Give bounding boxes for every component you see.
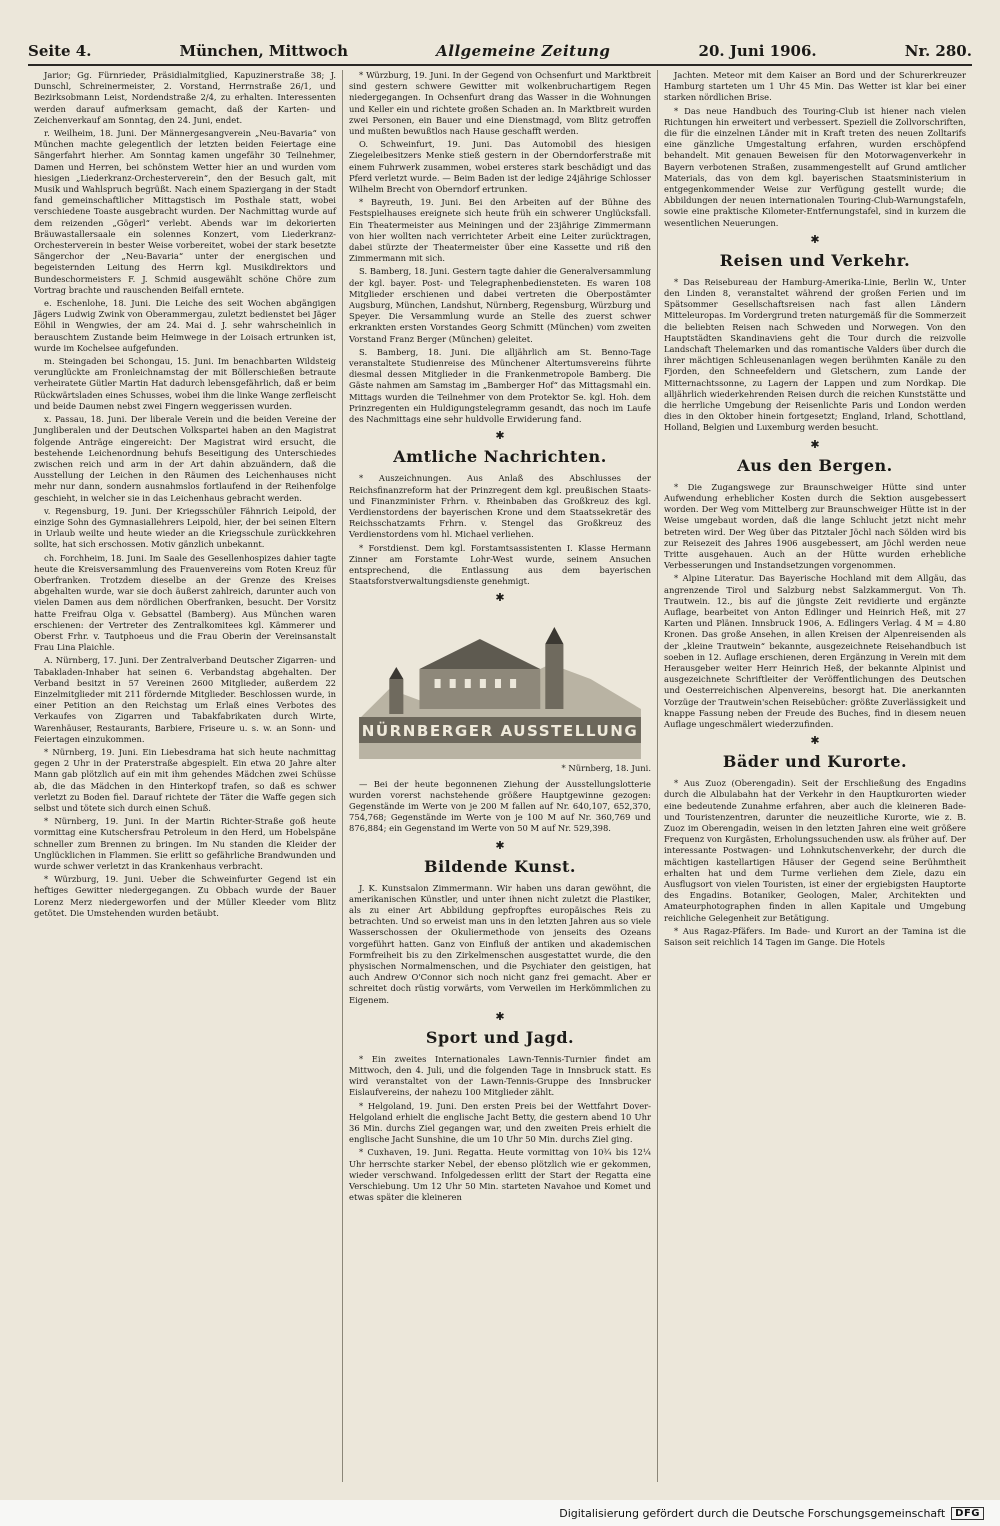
article: * Würzburg, 19. Juni. Ueber die Schweinfurter Gegend ist ein heftiges Gewitter niedergegangen. Zu Obbach wurde der Bauer Lorenz Merz niedergeworfen und der Müller Kleeder vom Blitz getötet. Die Umstehenden wurden betäubt. [34, 874, 336, 918]
article: S. Bamberg, 18. Juni. Gestern tagte dahier die Generalversammlung der kgl. bayer. Post- und Telegraphenbediensteten. Es waren 108 Mitglieder erschienen und dabei vertreten die Oberpostämter Augsburg, München, Landshut, Nürnberg, Regensburg, Würzburg und Speyer. Die Versammlung wurde an Stelle des zuerst schwer erkrankten ersten Vorstandes Georg Schmitt (München) vom zweiten Vorstand Franz Berger (München) geleitet. [349, 266, 651, 344]
place-day: München, Mittwoch [179, 42, 349, 60]
exhibition-illustration [349, 609, 651, 759]
article: * Aus Ragaz-Pfäfers. Im Bade- und Kurort an der Tamina ist die Saison seit reichlich 14 Tagen im Gange. Die Hotels [664, 925, 966, 947]
separator-star: ✱ [495, 591, 505, 605]
separator-star: ✱ [495, 838, 505, 852]
separator-star: ✱ [810, 437, 820, 451]
column-1 [28, 70, 342, 1482]
article: r. Weilheim, 18. Juni. Der Männergesangverein „Neu-Bavaria“ von München machte gelegentlich der letzten beiden Feiertage eine Sängerfahrt hierher. Am Sonntag kamen ungefähr 30 Teilnehmer, Damen und Herren, bei schönstem Wetter hier an und wurden vom hiesigen „Liederkranz-Orchesterverein“, den der Besuch galt, mit Musik und Wahlspruch begrüßt. Nach einem Spaziergang in der Stadt fand gemeinschaftlicher Mittagstisch im Posthale statt, wobei verschiedene Toaste ausgebracht wurden. Der Nachmittag wurde auf dem reizenden „Gögerl“ verlebt. Abends war im dekorierten Bräuwastallersaale ein solennes Konzert, vom Liederkranz-Orchesterverein in bester Weise vorbereitet, wobei der stark besetzte Sängerchor der „Neu-Bavaria“ unter der energischen und begeisternden Leitung des Herrn kgl. Musikdirektors und Bundeschormeisters F. J. Schmid ausgewählt schöne Chöre zum Vortrag brachte und rauschenden Beifall erntete. [34, 128, 336, 295]
article: * Die Zugangswege zur Braunschweiger Hütte sind unter Aufwendung erheblicher Kosten durch die Sektion ausgebessert worden. Der Weg vom Mittelberg zur Braunschweiger Hütte ist in der Weise umgebaut worden, daß die lange Schlucht jetzt nicht mehr betreten wird. Der Weg über das Pitztaler Jöchl nach Sölden wird bis zur Reisezeit des Jahres 1906 ausgebessert, am Jöchl werden neue Tritte ausgehauen. Auch an der Hütte wurden erhebliche Verbesserungen und Instandsetzungen vorgenommen. [664, 481, 966, 571]
section-heading-bergen: Aus den Bergen. [737, 455, 893, 475]
article: x. Passau, 18. Juni. Der liberale Verein und die beiden Vereine der Jungliberalen und der Deutschen Volkspartei haben an den Magistrat folgende Anträge eingereicht: Der Magistrat wird ersucht, die bestehende Leichenordnung behufs Beseitigung des Unterschiedes zwischen reich und arm in der Art dahin abzuändern, daß die Ausstellung der Leichen in den Räumen des Leichenhauses nicht mehr nur dann, sondern ausnahmslos fortlaufend in der Reihenfolge geschieht, in welcher sie in das Leichenhaus gebracht werden. [34, 414, 336, 503]
article: * Auszeichnungen. Aus Anlaß des Abschlusses der Reichsfinanzreform hat der Prinzregent dem kgl. preußischen Staats- und Finanzminister Frhrn. v. Rheinbaben das Großkreuz des kgl. Verdienstordens der bayerischen Krone und dem Staatssekretär des Reichsschatzamts Frhrn. v. Stengel das Großkreuz des Verdienstordens vom hl. Michael verliehen. [349, 473, 651, 540]
article: m. Steingaden bei Schongau, 15. Juni. Im benachbarten Wildsteig verunglückte am Fronleichnamstag der mit Böllerschießen betraute verheiratete Gütler Martin Hat dadurch lebensgefährlich, daß er beim Rückwärtsladen eines Schusses, wobei ihm die linke Wange zerfleischt und beide Daumen nebst zwei Fingern weggerissen wurden. [34, 356, 336, 411]
section-heading-kunst: Bildende Kunst. [424, 856, 576, 876]
article: * Das Reisebureau der Hamburg-Amerika-Linie, Berlin W., Unter den Linden 8, veranstaltet während der großen Ferien und im Spätsommer Gesellschaftsreisen nach fast allen Ländern Mitteleuropas. Im Vordergrund treten naturgemäß für die Sommerzeit die beliebten Reisen nach Schweden und Norwegen. Von den Hauptstädten Skandinaviens geht die Tour durch die reizvolle Landschaft Thelemarken und das romantische Valders über durch die ihrer mächtigen Schleusenanlagen wegen berühmten Kanäle zu den Fjorden, den Schneefeldern und Gletschern, zum Lande der Mitternachtssonne, zu Lagern der Lappen und zum Nordkap. Die alljährlich wiederkehrenden Reisen durch die reichen Kunststätte und die herrliche Umgebung der Reisenlichte Paris und London werden dies in den Oktober hinein fortgesetzt; England, Irland, Schottland, Holland, Belgien und Luxemburg werden besucht. [664, 276, 966, 433]
section-heading-baeder: Bäder und Kurorte. [722, 752, 908, 772]
article: — Bei der heute begonnenen Ziehung der Ausstellungslotterie wurden vorerst nachstehende größere Hauptgewinne gezogen: Gegenstände im Werte von je 200 M fallen auf Nr. 640,107, 652,370, 754,768; Gegenstände im Werte von je 100 M auf Nr. 360,769 und 876,884; ein Gegenstand im Werte von 50 M auf Nr. 529,398. [349, 778, 651, 834]
castle-engraving [349, 609, 651, 759]
article: * Forstdienst. Dem kgl. Forstamtsassistenten I. Klasse Hermann Zinner am Forstamte Lohr-West wurde, seinem Ansuchen entsprechend, die Entlassung aus dem bayerischen Staatsforstverwaltungsdienste genehmigt. [349, 542, 651, 587]
columns [28, 70, 972, 1482]
section-heading-reisen: Reisen und Verkehr. [719, 250, 911, 270]
article: * Helgoland, 19. Juni. Den ersten Preis bei der Wettfahrt Dover-Helgoland erhielt die englische Jacht Betty, die gestern abend 10 Uhr 36 Min. durchs Ziel gegangen war, und den zweiten Preis erhielt die englische Jacht Sunshine, die um 10 Uhr 50 Min. durchs Ziel ging. [349, 1100, 651, 1145]
column-2 [342, 70, 657, 1482]
article: Jachten. Meteor mit dem Kaiser an Bord und der Schurerkreuzer Hamburg starteten um 1 Uhr 45 Min. Das Wetter ist klar bei einer starken nördlichen Brise. [664, 70, 966, 103]
newspaper-title: Allgemeine Zeitung [436, 42, 611, 60]
article: * Nürnberg, 19. Juni. In der Martin Richter-Straße goß heute vormittag eine Kutschersfrau Petroleum in den Herd, um Hobelspäne schneller zum Brennen zu bringen. Im Nu standen die Kleider der Unglücklichen in Flammen. Sie erlitt so gefährliche Brandwunden und wurde schwer verletzt in das Krankenhaus verbracht. [34, 816, 336, 872]
article: A. Nürnberg, 17. Juni. Der Zentralverband Deutscher Zigarren- und Tabakladen-Inhaber hat seinen 6. Verbandstag abgehalten. Der Verband besitzt in 57 Vereinen 2600 Mitglieder, außerdem 22 Einzelmitglieder mit 211 fördernde Mitglieder. Beschlossen wurde, in einer Petition an den Reichstag um Erlaß eines Verbotes des Verkaufes von Zigarren und Tabakfabrikaten durch Wirte, Warenhäuser, Restaurants, Barbiere, Friseure u. s. w. an Sonn- und Feiertagen einzukommen. [34, 655, 336, 744]
article: * Ein zweites Internationales Lawn-Tennis-Turnier findet am Mittwoch, den 4. Juli, und die folgenden Tage in Innsbruck statt. Es wird veranstaltet von der Lawn-Tennis-Gruppe des Innsbrucker Eislaufvereins, der nahezu 100 Mitglieder zählt. [349, 1053, 651, 1098]
separator-star: ✱ [810, 734, 820, 748]
article: * Würzburg, 19. Juni. In der Gegend von Ochsenfurt und Marktbreit sind gestern schwere Gewitter mit wolkenbruchartigem Regen niedergegangen. In Ochsenfurt drang das Wasser in die Wohnungen und Keller ein und richtete großen Schaden an. In Marktbreit wurden zwei Personen, ein Bauer und eine Dienstmagd, vom Blitz getroffen und mußten bewußtlos nach Hause geschafft werden. [349, 70, 651, 137]
column-3 [657, 70, 972, 1482]
article: S. Bamberg, 18. Juni. Die alljährlich am St. Benno-Tage veranstaltete Studienreise des Münchener Altertumsvereins führte diesmal dessen Mitglieder in die Frankenmetropole Bamberg. Die Gäste nahmen am Samstag im „Bamberger Hof“ das Mittagsmahl ein. Mittags wurden die Teilnehmer von dem Protektor Se. kgl. Hoh. dem Prinzregenten ein Huldigungstelegramm gesandt, das noch im Laufe des Nachmittags eine sehr huldvolle Erwiderung fand. [349, 346, 651, 425]
article: v. Regensburg, 19. Juni. Der Kriegsschüler Fähnrich Leipold, der einzige Sohn des Gymnasiallehrers Leipold, hier, der bei seinen Eltern in Urlaub weilte und heute wieder an die Kriegsschule zurückkehren sollte, hat sich erschossen. Motiv gänzlich unbekannt. [34, 505, 336, 550]
page-number: Seite 4. [28, 42, 92, 60]
separator-star: ✱ [495, 429, 505, 443]
article: O. Schweinfurt, 19. Juni. Das Automobil des hiesigen Ziegeleibesitzers Menke stieß gestern in der Oberndorferstraße mit einem Fuhrwerk zusammen, wobei ersteres stark beschädigt und das Pferd verletzt wurde. — Beim Baden ist der ledige 24jährige Schlosser Wilhelm Brecht von Oberndorf ertrunken. [349, 139, 651, 195]
article: * Das neue Handbuch des Touring-Club ist hiener nach vielen Richtungen hin erweitert und verbessert. Speziell die Zollvorschriften, die für die einzelnen Länder mit in Kraft treten des neuen Zolltarifs eine gänzliche Umgestaltung erfahren, wurden erschöpfend behandelt. Mit genauen Beweisen für den Motorwagenverkehr in Bayern verbotenen Straßen, zusammengestellt auf Grund amtlicher Materials, das von dem kgl. bayerischen Staatsministerium in entgegenkommender Weise zur Verfügung gestellt wurde; die Abbildungen der neuen internationalen Touring-Club-Warnungstafeln, sowie eine praktische Kilometer-Entfernungstafel, sind in kurzem die wesentlichen Neuerungen. [664, 105, 966, 228]
issue-date: 20. Juni 1906. [698, 42, 817, 60]
article: * Bayreuth, 19. Juni. Bei den Arbeiten auf der Bühne des Festspielhauses ereignete sich heute früh ein schwerer Unglücksfall. Ein Theatermeister aus Meiningen und der 23jährige Zimmermann von hier wollten nach verrichteter Arbeit eine Leiter zurücktragen, dabei stürzte der Theatermeister über eine Kassette und riß den Zimmermann mit sich. [349, 197, 651, 264]
section-heading-sport: Sport und Jagd. [425, 1027, 575, 1047]
issue-number: Nr. 280. [904, 42, 972, 60]
page-header [28, 38, 972, 64]
funding-note: Digitalisierung gefördert durch die Deutsche Forschungsgemeinschaft [559, 1506, 946, 1520]
separator-star: ✱ [495, 1009, 505, 1023]
article: * Cuxhaven, 19. Juni. Regatta. Heute vormittag von 10¾ bis 12¼ Uhr herrschte starker Nebel, der ebenso plötzlich wie er gekommen, wieder verschwand. Infolgedessen erlitt der Start der Regatta eine Verschiebung. Um 12 Uhr 50 Min. starteten Navahoe und Komet und etwas später die kleineren [349, 1147, 651, 1203]
section-heading-amtlich: Amtliche Nachrichten. [393, 447, 607, 467]
digitization-footer [0, 1500, 1000, 1526]
header-rule [28, 64, 972, 66]
illustration-caption: * Nürnberg, 18. Juni. [561, 763, 651, 774]
article: * Aus Zuoz (Oberengadin). Seit der Erschließung des Engadins durch die Albulabahn hat der Verkehr in den Hauptkurorten wieder eine bedeutende Zunahme erfahren, aber auch die kleineren Bade- und Touristenzentren, darunter die neuzeitliche Kurorte, wie z. B. Zuoz im Oberengadin, weisen in den letzten Jahren eine weit größere Frequenz von Kurgästen, Erholungssuchenden usw. als früher auf. Der interessante Postwagen- und Lohnkutschenverkehr, der durch die mächtigen kastellartigen Häuser der Gegend seine Berühmtheit erhalten hat und dem Turme verliehen dem Ziele, dazu ein Ausflugsort von vielen Touristen, ist einer der ergiebigsten Hauptorte des Engadins. Botaniker, Geologen, Maler, Architekten und Amateurphotographen finden in allen Kapitale und Umgebung reichliche Gelegenheit zur Betätigung. [664, 778, 966, 923]
article: * Nürnberg, 19. Juni. Ein Liebesdrama hat sich heute nachmittag gegen 2 Uhr in der Praterstraße abgespielt. Ein etwa 20 Jahre alter Mann gab plötzlich auf ein mit ihm gehendes Mädchen zwei Schüsse ab, die das Mädchen in den Hinterkopf trafen, so daß es schwer verletzt zu Boden fiel. Darauf richtete der Täter die Waffe gegen sich selbst und tötete sich durch einen Schuß. [34, 746, 336, 813]
separator-star: ✱ [810, 232, 820, 246]
article: J. K. Kunstsalon Zimmermann. Wir haben uns daran gewöhnt, die amerikanischen Künstler, und unter ihnen nicht zuletzt die Plastiker, als zu einer Art Abbildung gepfropftes europäisches Reis zu betrachten. Und so erweist man uns in den letzten Jahren aus so viele Wasserschossen der Okuliermethode von jenseits des Ozeans vorgeführt hatten. Ganz von Einfluß der antiken und akademischen Formfreiheit bis zu den Zirkelmenschen ausgestattet wurde, die den physischen Normalmenschen, und die Psychiater den geistigen, hat auch Andrew O'Connor sich noch nicht ganz frei gemacht. Aber er schreitet doch rüstig vorwärts, vom Verweilen im Herkömmlichen zu Eigenem. [349, 882, 651, 1005]
article: Jarior; Gg. Fürnrieder, Präsidialmitglied, Kapuzinerstraße 38; J. Dunschl, Schreinermeister, 2. Vorstand, Herrnstraße 26/1, und Bezirksobmann Leist, Nordendstraße 2/4, zu erhalten. Interessenten werden darauf aufmerksam gemacht, daß der Karten- und Zeichenverkauf am Sonntag, den 24. Juni, endet. [34, 70, 336, 125]
banner-text: NÜRNBERGER AUSSTELLUNG [361, 722, 639, 741]
article: * Alpine Literatur. Das Bayerische Hochland mit dem Allgäu, das angrenzende Tirol und Salzburg nebst Salzkammergut. Von Th. Trautwein. 12., bis auf die jüngste Zeit revidierte und ergänzte Auflage, bearbeitet von Anton Edlinger und Heinrich Heß, mit 27 Karten und Plänen. Innsbruck 1906, A. Edlingers Verlag. 4 M = 4.80 Kronen. Das große Ansehen, in allen Kreisen der Alpenreisenden als der „kleine Trautwein“ bekannte, ausgezeichnete Reisehandbuch ist soeben in 12. Auflage erschienen, deren Ergänzung in Verein mit dem Herausgeber weiter Herr Heinrich Heß, der bekannte Alpinist und ausgezeichnete Schriftleiter der Veröffentlichungen des Deutschen und Oesterreichischen Alpenvereins, besorgt hat. Die anerkannten Vorzüge der Trautwein'schen Reisebücher: größte Zuverlässigkeit und knappe Fassung neben der Freude des Buches, find in diesem neuen Auflage ungeschmälert wiederzufinden. [664, 573, 966, 729]
article: ch. Forchheim, 18. Juni. Im Saale des Gesellenhospizes dahier tagte heute die Kreisversammlung des Frauenvereins vom Roten Kreuz für Oberfranken. Trotzdem dieselbe an der Grenze des Kreises abgehalten wurde, war sie doch äußerst zahlreich, darunter auch von vielen Damen aus dem nördlichen Oberfranken, besucht. Der Vorsitz hatte Freifrau Olga v. Gebsattel (Bamberg). Aus München waren erschienen: der Vertreter des Zentralkomitees kgl. Kämmerer und Oberst Frhr. v. Tautphoeus und die Frau Oberin der Vereinsanstalt Frau Lina Plaichle. [34, 552, 336, 653]
dfg-logo: DFG [951, 1507, 984, 1520]
article: e. Eschenlohe, 18. Juni. Die Leiche des seit Wochen abgängigen Jägers Ludwig Zwink von Oberammergau, zuletzt bedienstet bei Jäger Eöhil in Wengwies, der am 24. Mai d. J. sehr wahrscheinlich in berauschtem Zustande beim Heimwege in der Loisach ertrunken ist, wurde im Kochelsee aufgefunden. [34, 298, 336, 353]
